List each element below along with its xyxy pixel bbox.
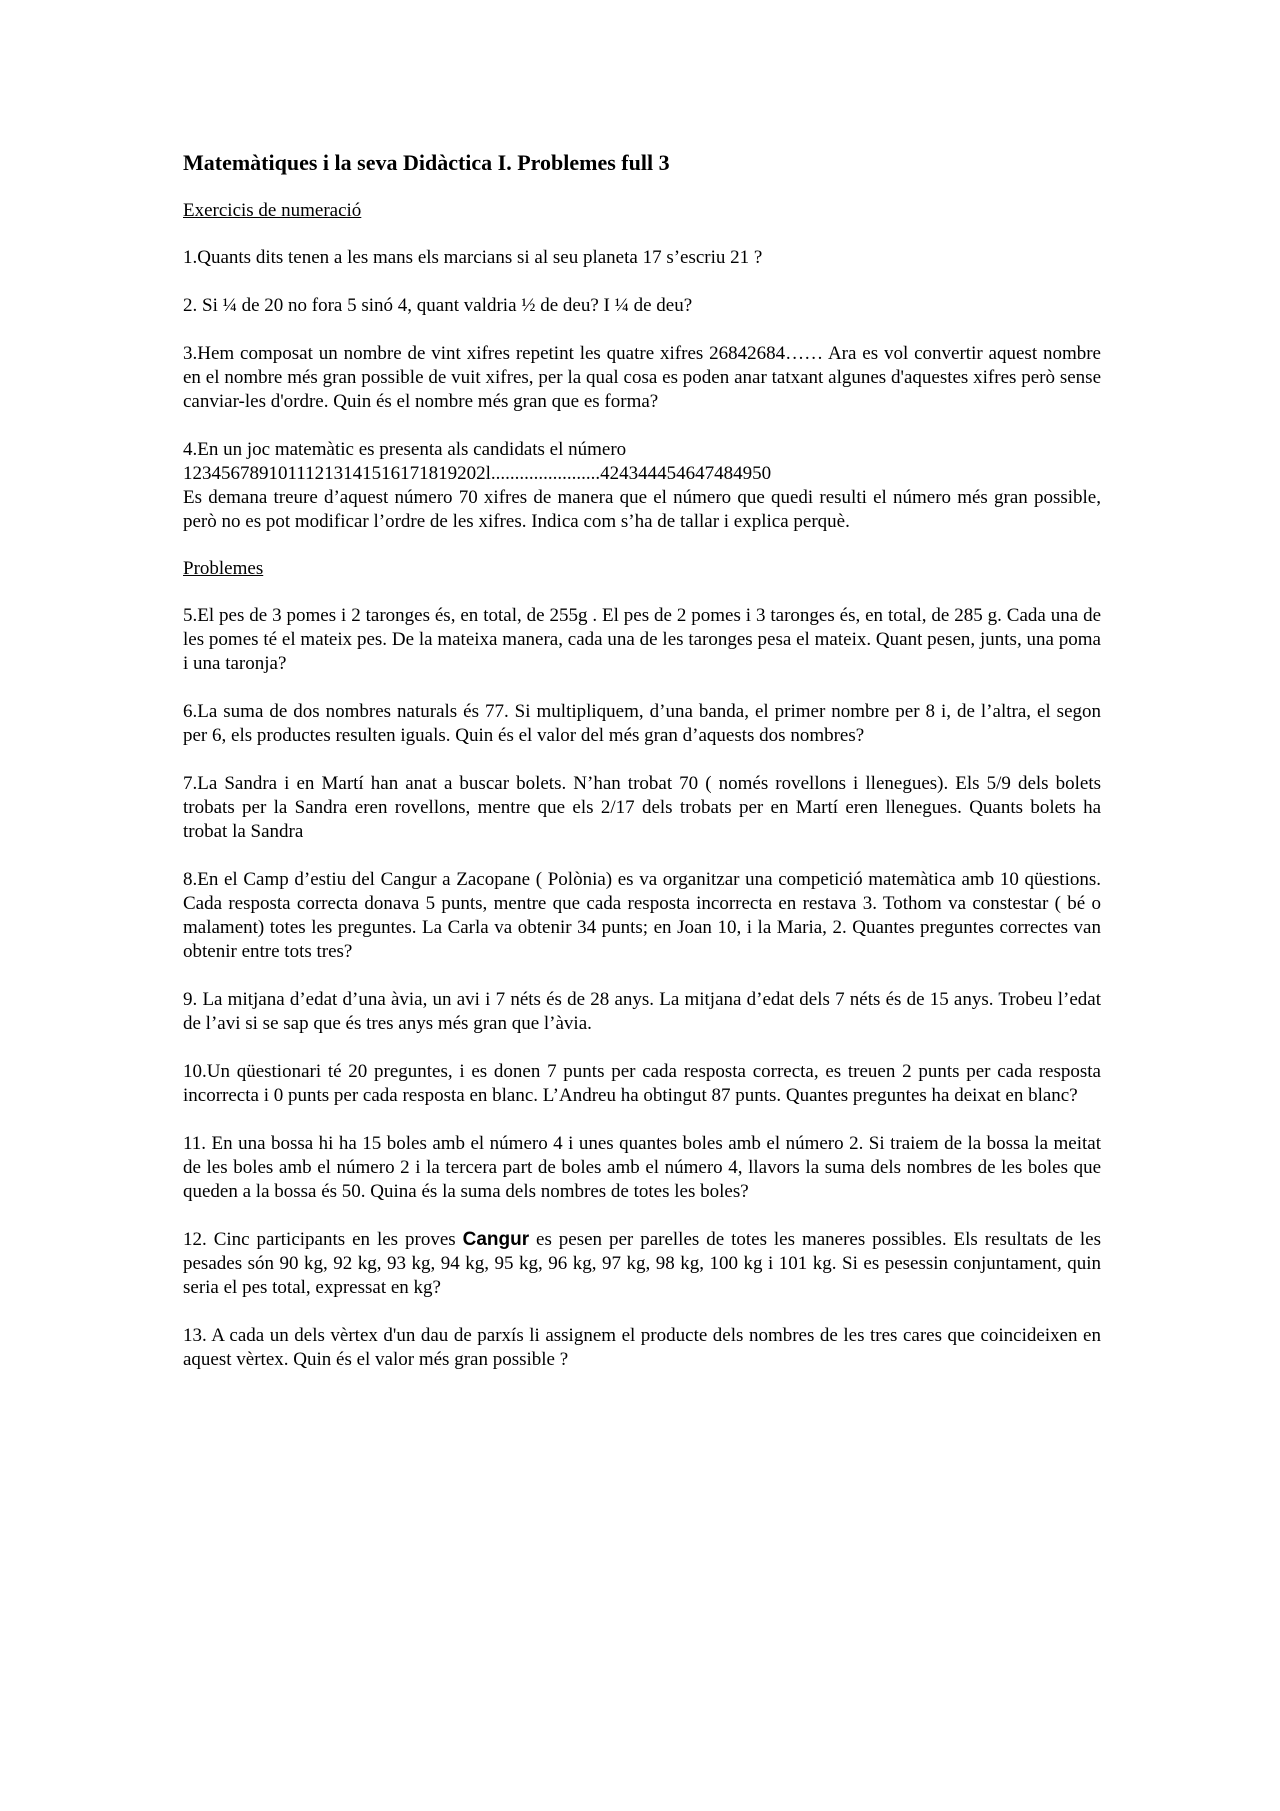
- section-heading-problemes: Problemes: [183, 558, 264, 579]
- problem-12-start: 12. Cinc participants en les proves: [183, 1229, 463, 1250]
- exercise-4-number: 12345678910111213141516171819202l.......................424344454647484950: [183, 463, 772, 484]
- problem-12-end: es pesen per parelles de totes les maneres possibles. Els resultats de les pesades són 90 kg, 92 kg, 93 kg, 94 kg, 95 kg, 96 kg, 97 kg, 98 kg, 100 kg i 101 kg. Si es pesessin conjuntament, quin seria el pes total, expressat en kg?: [183, 1229, 1101, 1298]
- problem-10: 10.Un qüestionari té 20 preguntes, i es donen 7 punts per cada resposta correcta, es treuen 2 punts per cada resposta incorrecta i 0 punts per cada resposta en blanc. L’Andreu ha obtingut 87 punts. Quantes preguntes ha deixat en blanc?: [183, 1061, 1101, 1106]
- exercise-3: 3.Hem composat un nombre de vint xifres repetint les quatre xifres 26842684…… Ara es vol convertir aquest nombre en el nombre més gran possible de vuit xifres, per la qual cosa es poden anar tatxant algunes d'aquestes xifres però sense canviar-les d'ordre. Quin és el nombre més gran que es forma?: [183, 343, 1101, 412]
- exercise-1: 1.Quants dits tenen a les mans els marcians si al seu planeta 17 s’escriu 21 ?: [183, 247, 763, 268]
- problem-8: 8.En el Camp d’estiu del Cangur a Zacopane ( Polònia) es va organitzar una competició matemàtica amb 10 qüestions. Cada resposta correcta donava 5 punts, mentre que cada resposta incorrecta en restava 3. Tothom va constestar ( bé o malament) totes les preguntes. La Carla va obtenir 34 punts; en Joan 10, i la Maria, 2. Quantes preguntes correctes van obtenir entre tots tres?: [183, 869, 1101, 962]
- problem-13: 13. A cada un dels vèrtex d'un dau de parxís li assignem el producte dels nombres de les tres cares que coincideixen en aquest vèrtex. Quin és el valor més gran possible ?: [183, 1325, 1101, 1370]
- page-title: Matemàtiques i la seva Didàctica I. Problemes full 3: [183, 150, 670, 175]
- problem-7: 7.La Sandra i en Martí han anat a buscar bolets. N’han trobat 70 ( només rovellons i llenegues). Els 5/9 dels bolets trobats per la Sandra eren rovellons, mentre que els 2/17 dels trobats per en Martí eren llenegues. Quants bolets ha trobat la Sandra: [183, 773, 1101, 842]
- exercise-4-intro: 4.En un joc matemàtic es presenta als candidats el número: [183, 439, 627, 460]
- exercise-4-question: Es demana treure d’aquest número 70 xifres de manera que el número que quedi resulti el número més gran possible, però no es pot modificar l’ordre de les xifres. Indica com s’ha de tallar i explica perquè.: [183, 487, 1101, 532]
- problem-9: 9. La mitjana d’edat d’una àvia, un avi i 7 néts és de 28 anys. La mitjana d’edat dels 7 néts és de 15 anys. Trobeu l’edat de l’avi si se sap que és tres anys més gran que l’àvia.: [183, 989, 1101, 1034]
- exercise-2: 2. Si ¼ de 20 no fora 5 sinó 4, quant valdria ½ de deu? I ¼ de deu?: [183, 295, 693, 316]
- exercise-4: [183, 438, 1101, 534]
- problem-12: [183, 1228, 1101, 1300]
- section-heading-numeracio: Exercicis de numeració: [183, 200, 362, 221]
- problem-5: 5.El pes de 3 pomes i 2 taronges és, en total, de 255g . El pes de 2 pomes i 3 taronges és, en total, de 285 g. Cada una de les pomes té el mateix pes. De la mateixa manera, cada una de les taronges pesa el mateix. Quant pesen, junts, una poma i una taronja?: [183, 605, 1101, 674]
- document-page: [183, 150, 1101, 1396]
- cangur-brand: Cangur: [462, 1229, 530, 1250]
- problem-11: 11. En una bossa hi ha 15 boles amb el número 4 i unes quantes boles amb el número 2. Si traiem de la bossa la meitat de les boles amb el número 2 i la tercera part de boles amb el número 4, llavors la suma dels nombres de les boles que queden a la bossa és 50. Quina és la suma dels nombres de totes les boles?: [183, 1133, 1101, 1202]
- problem-6: 6.La suma de dos nombres naturals és 77. Si multipliquem, d’una banda, el primer nombre per 8 i, de l’altra, el segon per 6, els productes resulten iguals. Quin és el valor del més gran d’aquests dos nombres?: [183, 701, 1101, 746]
